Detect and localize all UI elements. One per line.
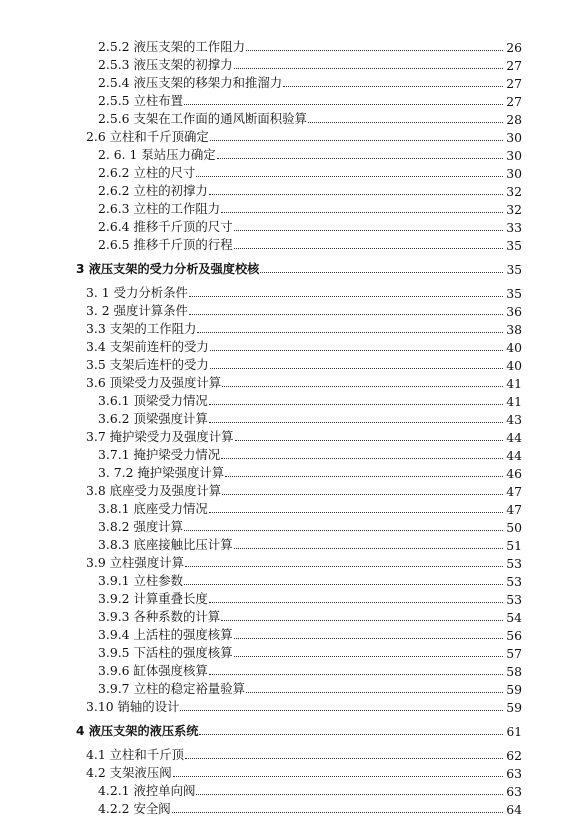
toc-entry-title: 2.6.4 推移千斤顶的尺寸 xyxy=(98,219,233,234)
dot-leader xyxy=(197,332,503,333)
toc-entry-page-number: 58 xyxy=(506,664,522,679)
dot-leader xyxy=(234,248,503,249)
dot-leader xyxy=(210,140,503,141)
toc-entry-title: 3.9.4 上活柱的强度核算 xyxy=(98,627,233,642)
toc-entry[interactable] xyxy=(0,697,569,715)
toc-entry-page-number: 56 xyxy=(506,628,522,643)
dot-leader xyxy=(185,758,503,759)
toc-entry-page-number: 54 xyxy=(506,610,522,625)
toc-entry[interactable] xyxy=(0,163,569,181)
toc-entry-page-number: 35 xyxy=(506,263,522,277)
toc-entry-title: 3 液压支架的受力分析及强度校核 xyxy=(76,262,260,276)
toc-entry[interactable] xyxy=(0,73,569,91)
dot-leader xyxy=(209,512,503,513)
toc-entry-title: 2.5.4 液压支架的移架力和推溜力 xyxy=(98,75,283,90)
toc-entry[interactable] xyxy=(0,445,569,463)
dot-leader xyxy=(283,86,503,87)
dot-leader xyxy=(180,710,503,711)
dot-leader xyxy=(221,458,503,459)
dot-leader xyxy=(217,158,503,159)
toc-entry-page-number: 27 xyxy=(506,76,522,91)
toc-entry[interactable] xyxy=(0,661,569,679)
toc-entry-page-number: 30 xyxy=(506,130,522,145)
toc-entry-page-number: 63 xyxy=(506,766,522,781)
toc-entry-title: 2.5.6 支架在工作面的通风断面积验算 xyxy=(98,111,307,126)
toc-entry[interactable] xyxy=(0,235,569,253)
toc-entry-page-number: 44 xyxy=(506,430,522,445)
toc-entry[interactable] xyxy=(0,643,569,661)
toc-entry-title: 4.2 支架液压阀 xyxy=(86,765,172,780)
toc-entry-title: 3.7.1 掩护梁受力情况 xyxy=(98,447,221,462)
toc-entry-title: 3.3 支架的工作阻力 xyxy=(86,321,197,336)
dot-leader xyxy=(221,212,503,213)
toc-entry-title: 3.8.3 底座接触比压计算 xyxy=(98,537,233,552)
toc-entry[interactable] xyxy=(0,109,569,127)
toc-entry[interactable] xyxy=(0,499,569,517)
toc-entry-title: 3.5 支架后连杆的受力 xyxy=(86,357,209,372)
dot-leader xyxy=(209,194,503,195)
toc-entry[interactable] xyxy=(0,283,569,301)
toc-entry[interactable] xyxy=(0,37,569,55)
toc-entry-page-number: 28 xyxy=(506,112,522,127)
dot-leader xyxy=(308,122,503,123)
dot-leader xyxy=(209,674,503,675)
toc-entry[interactable] xyxy=(0,319,569,337)
toc-entry[interactable] xyxy=(0,355,569,373)
toc-entry-page-number: 44 xyxy=(506,448,522,463)
toc-entry[interactable] xyxy=(0,91,569,109)
toc-entry-title: 3.6.1 顶梁受力情况 xyxy=(98,393,208,408)
toc-entry[interactable] xyxy=(0,259,569,277)
toc-entry[interactable] xyxy=(0,517,569,535)
dot-leader xyxy=(222,386,503,387)
toc-entry[interactable] xyxy=(0,409,569,427)
toc-entry-page-number: 36 xyxy=(506,304,522,319)
toc-entry-title: 3.7 掩护梁受力及强度计算 xyxy=(86,429,234,444)
toc-entry-title: 2.5.5 立柱布置 xyxy=(98,93,184,108)
dot-leader xyxy=(234,68,503,69)
toc-entry[interactable] xyxy=(0,481,569,499)
table-of-contents xyxy=(0,37,569,817)
toc-entry[interactable] xyxy=(0,721,569,739)
toc-entry[interactable] xyxy=(0,607,569,625)
toc-entry-title: 3.9.5 下活柱的强度核算 xyxy=(98,645,233,660)
dot-leader xyxy=(199,734,503,735)
dot-leader xyxy=(184,104,503,105)
toc-entry-title: 3.9 立柱强度计算 xyxy=(86,555,184,570)
toc-entry-title: 4.1 立柱和千斤顶 xyxy=(86,747,184,762)
dot-leader xyxy=(189,296,503,297)
toc-entry-page-number: 43 xyxy=(506,412,522,427)
toc-entry-page-number: 59 xyxy=(506,682,522,697)
toc-entry[interactable] xyxy=(0,763,569,781)
toc-entry-page-number: 46 xyxy=(506,466,522,481)
toc-entry-title: 3.9.3 各种系数的计算 xyxy=(98,609,221,624)
dot-leader xyxy=(210,368,503,369)
toc-entry-page-number: 53 xyxy=(506,592,522,607)
dot-leader xyxy=(222,494,503,495)
toc-entry-page-number: 47 xyxy=(506,502,522,517)
dot-leader xyxy=(184,530,503,531)
toc-entry-title: 3.9.1 立柱参数 xyxy=(98,573,184,588)
toc-entry-title: 2.5.2 液压支架的工作阻力 xyxy=(98,39,245,54)
dot-leader xyxy=(196,176,503,177)
toc-entry-page-number: 64 xyxy=(506,802,522,817)
dot-leader xyxy=(184,584,503,585)
toc-entry[interactable] xyxy=(0,571,569,589)
dot-leader xyxy=(209,404,503,405)
toc-entry-page-number: 41 xyxy=(506,394,522,409)
toc-entry-page-number: 40 xyxy=(506,340,522,355)
toc-entry-page-number: 32 xyxy=(506,202,522,217)
toc-entry-title: 3.10 销轴的设计 xyxy=(86,699,180,714)
dot-leader xyxy=(209,602,503,603)
toc-entry-page-number: 26 xyxy=(506,40,522,55)
toc-entry-title: 3.9.2 计算重叠长度 xyxy=(98,591,208,606)
toc-entry[interactable] xyxy=(0,391,569,409)
dot-leader xyxy=(234,638,503,639)
toc-entry-title: 4.2.2 安全阀 xyxy=(98,801,171,816)
toc-entry[interactable] xyxy=(0,463,569,481)
toc-entry-page-number: 63 xyxy=(506,784,522,799)
toc-entry-page-number: 32 xyxy=(506,184,522,199)
toc-entry[interactable] xyxy=(0,427,569,445)
toc-entry[interactable] xyxy=(0,217,569,235)
toc-entry-page-number: 27 xyxy=(506,58,522,73)
toc-entry-title: 3.6 顶梁受力及强度计算 xyxy=(86,375,222,390)
toc-entry-page-number: 50 xyxy=(506,520,522,535)
toc-entry-page-number: 51 xyxy=(506,538,522,553)
toc-entry[interactable] xyxy=(0,55,569,73)
toc-entry-title: 2. 6. 1 泵站压力确定 xyxy=(98,147,216,162)
toc-entry-page-number: 41 xyxy=(506,376,522,391)
toc-entry-title: 3.9.6 缸体强度核算 xyxy=(98,663,208,678)
toc-entry[interactable] xyxy=(0,145,569,163)
dot-leader xyxy=(173,776,503,777)
toc-entry-title: 2.5.3 液压支架的初撑力 xyxy=(98,57,233,72)
toc-entry[interactable] xyxy=(0,337,569,355)
toc-entry-page-number: 53 xyxy=(506,574,522,589)
toc-entry-page-number: 53 xyxy=(506,556,522,571)
toc-entry-page-number: 57 xyxy=(506,646,522,661)
toc-entry[interactable] xyxy=(0,199,569,217)
toc-entry-page-number: 35 xyxy=(506,286,522,301)
toc-entry-title: 2.6.2 立柱的尺寸 xyxy=(98,165,196,180)
toc-entry-title: 2.6 立柱和千斤顶确定 xyxy=(86,129,209,144)
dot-leader xyxy=(172,812,503,813)
dot-leader xyxy=(209,422,503,423)
toc-entry-page-number: 61 xyxy=(506,725,522,739)
dot-leader xyxy=(260,272,503,273)
toc-entry-title: 2.6.3 立柱的工作阻力 xyxy=(98,201,221,216)
toc-entry-page-number: 40 xyxy=(506,358,522,373)
toc-entry-page-number: 38 xyxy=(506,322,522,337)
dot-leader xyxy=(234,656,503,657)
toc-entry[interactable] xyxy=(0,127,569,145)
toc-entry-title: 3.4 支架前连杆的受力 xyxy=(86,339,209,354)
dot-leader xyxy=(189,314,503,315)
toc-entry-page-number: 30 xyxy=(506,166,522,181)
toc-entry-page-number: 62 xyxy=(506,748,522,763)
toc-entry-title: 4.2.1 液控单向阀 xyxy=(98,783,196,798)
toc-entry[interactable] xyxy=(0,781,569,799)
toc-entry[interactable] xyxy=(0,799,569,817)
dot-leader xyxy=(225,476,503,477)
dot-leader xyxy=(234,548,503,549)
toc-entry-title: 2.6.5 推移千斤顶的行程 xyxy=(98,237,233,252)
dot-leader xyxy=(234,230,503,231)
toc-entry-page-number: 30 xyxy=(506,148,522,163)
toc-entry-title: 3. 2 强度计算条件 xyxy=(86,303,188,318)
toc-entry-title: 3. 7.2 掩护梁强度计算 xyxy=(98,465,225,480)
toc-entry[interactable] xyxy=(0,181,569,199)
dot-leader xyxy=(185,566,503,567)
toc-entry[interactable] xyxy=(0,625,569,643)
dot-leader xyxy=(246,50,503,51)
toc-entry-title: 3.8.1 底座受力情况 xyxy=(98,501,208,516)
toc-entry-title: 3.6.2 顶梁强度计算 xyxy=(98,411,208,426)
toc-entry[interactable] xyxy=(0,745,569,763)
toc-entry-page-number: 35 xyxy=(506,238,522,253)
toc-entry[interactable] xyxy=(0,301,569,319)
toc-entry[interactable] xyxy=(0,679,569,697)
dot-leader xyxy=(246,692,503,693)
toc-entry-page-number: 47 xyxy=(506,484,522,499)
toc-entry[interactable] xyxy=(0,535,569,553)
toc-entry[interactable] xyxy=(0,553,569,571)
dot-leader xyxy=(210,350,503,351)
dot-leader xyxy=(196,794,503,795)
toc-entry-page-number: 59 xyxy=(506,700,522,715)
toc-entry-title: 2.6.2 立柱的初撑力 xyxy=(98,183,208,198)
toc-entry-title: 3. 1 受力分析条件 xyxy=(86,285,188,300)
dot-leader xyxy=(235,440,503,441)
toc-entry[interactable] xyxy=(0,589,569,607)
toc-entry-title: 3.9.7 立柱的稳定裕量验算 xyxy=(98,681,245,696)
toc-entry-title: 4 液压支架的液压系统 xyxy=(76,724,199,738)
toc-entry-title: 3.8.2 强度计算 xyxy=(98,519,184,534)
dot-leader xyxy=(221,620,503,621)
toc-entry-page-number: 33 xyxy=(506,220,522,235)
toc-entry[interactable] xyxy=(0,373,569,391)
toc-entry-title: 3.8 底座受力及强度计算 xyxy=(86,483,222,498)
toc-entry-page-number: 27 xyxy=(506,94,522,109)
